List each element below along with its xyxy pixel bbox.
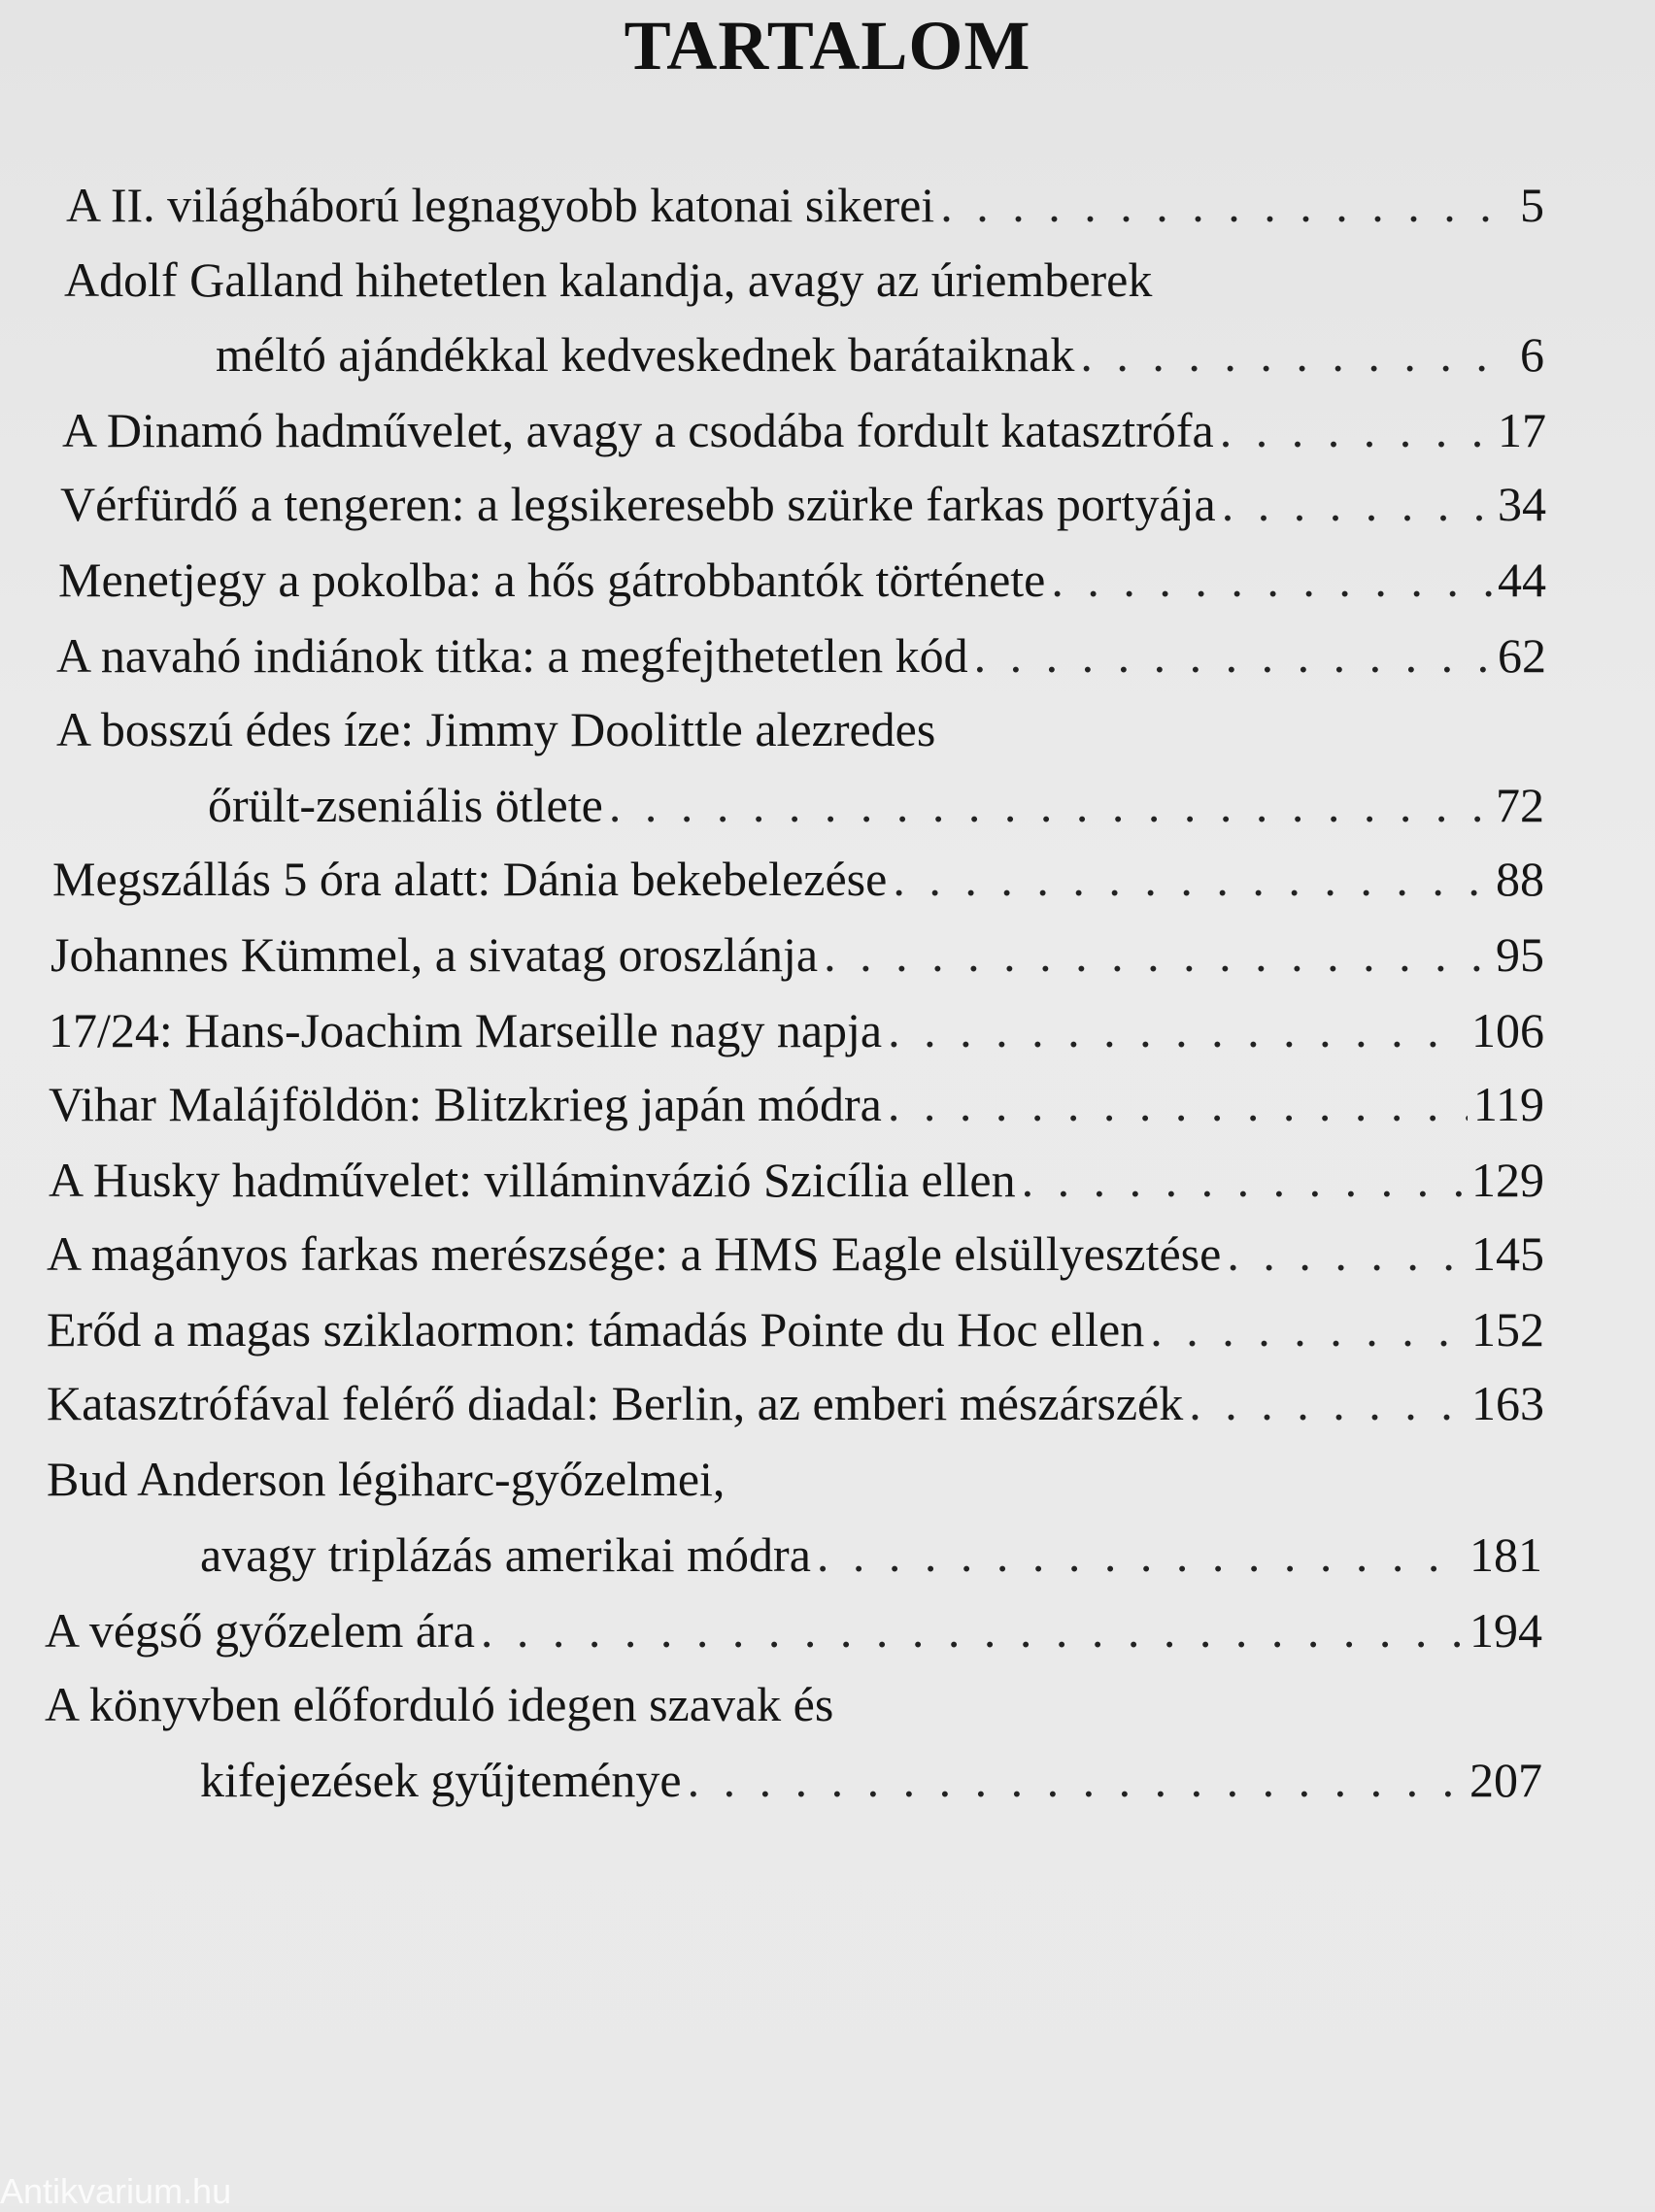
toc-page-number: 181 — [1469, 1527, 1542, 1582]
toc-entry-title: A végső győzelem ára — [45, 1603, 475, 1658]
toc-leader-dots — [893, 849, 1490, 909]
toc-page-number: 95 — [1496, 927, 1544, 982]
toc-leader-dots — [688, 1750, 1464, 1810]
watermark: Antikvarium.hu — [0, 2171, 232, 2211]
toc-page-number: 62 — [1498, 628, 1546, 683]
toc-page-number: 207 — [1469, 1753, 1542, 1807]
toc-entry — [52, 849, 1544, 909]
toc-entry — [49, 1150, 1544, 1210]
toc-entry-title: A Dinamó hadművelet, avagy a csodába fordult katasztrófa — [62, 403, 1214, 457]
toc-page-number: 194 — [1469, 1603, 1542, 1658]
toc-entry-title: Bud Anderson légiharc-győzelmei, — [47, 1452, 726, 1506]
toc-page-number: 145 — [1471, 1226, 1544, 1281]
toc-entry — [49, 1074, 1544, 1134]
toc-entry-title: Vérfürdő a tengeren: a legsikeresebb szürke farkas portyája — [60, 477, 1216, 531]
toc-leader-dots — [481, 1600, 1464, 1660]
toc-entry — [56, 699, 1222, 759]
toc-page-number: 6 — [1520, 327, 1544, 382]
toc-leader-dots — [888, 1000, 1466, 1060]
toc-entry — [45, 1600, 1542, 1660]
toc-page-number: 106 — [1471, 1003, 1544, 1057]
toc-leader-dots — [1220, 400, 1492, 460]
toc-leader-dots — [1222, 474, 1492, 534]
toc-entry — [51, 924, 1544, 985]
toc-entry — [47, 1299, 1544, 1359]
page-title: TARTALOM — [624, 7, 1031, 84]
toc-entry-title: Adolf Galland hihetetlen kalandja, avagy az úriemberek — [64, 252, 1153, 307]
toc-leader-dots — [824, 924, 1490, 985]
toc-page-number: 5 — [1520, 178, 1544, 232]
toc-entry — [47, 1223, 1544, 1284]
toc-entry-title: Menetjegy a pokolba: a hős gátrobbantók története — [58, 553, 1046, 607]
toc-entry-title: Katasztrófával felérő diadal: Berlin, az emberi mészárszék — [47, 1376, 1184, 1430]
toc-leader-dots — [1022, 1150, 1466, 1210]
toc-leader-dots — [1080, 324, 1514, 385]
toc-page-number: 44 — [1498, 553, 1546, 607]
toc-page-number: 129 — [1471, 1153, 1544, 1207]
toc-entry — [47, 1449, 1018, 1509]
toc-entry-continuation — [200, 1750, 1542, 1810]
toc-entry — [45, 1674, 1113, 1734]
toc-page-number: 72 — [1496, 778, 1544, 832]
toc-page-number: 119 — [1472, 1077, 1544, 1131]
toc-page-number: 34 — [1498, 477, 1546, 531]
toc-entry-title: A könyvben előforduló idegen szavak és — [45, 1677, 834, 1731]
toc-leader-dots — [888, 1074, 1468, 1134]
toc-page-number: 163 — [1471, 1376, 1544, 1430]
toc-leader-dots — [817, 1525, 1464, 1585]
toc-entry-title: Megszállás 5 óra alatt: Dánia bekebelezése — [52, 852, 888, 906]
toc-entry-title: 17/24: Hans-Joachim Marseille nagy napja — [49, 1003, 883, 1057]
toc-entry-title: méltó ajándékkal kedveskednek barátaiknak — [216, 327, 1075, 382]
toc-entry-title: Johannes Kümmel, a sivatag oroszlánja — [51, 927, 819, 982]
toc-entry — [56, 625, 1546, 686]
toc-leader-dots — [1189, 1373, 1466, 1433]
toc-entry — [49, 1000, 1544, 1060]
toc-entry-continuation — [216, 324, 1544, 385]
toc-entry-title: A magányos farkas merészsége: a HMS Eagle elsüllyesztése — [47, 1226, 1222, 1281]
toc-entry — [64, 250, 1327, 310]
toc-page-number: 88 — [1496, 852, 1544, 906]
toc-entry — [58, 550, 1546, 610]
toc-page-number: 152 — [1471, 1302, 1544, 1357]
toc-page-number: 17 — [1498, 403, 1546, 457]
toc-leader-dots — [1150, 1299, 1466, 1359]
toc-entry-continuation — [208, 775, 1544, 835]
toc-entry-title: A II. világháború legnagyobb katonai sikerei — [66, 178, 935, 232]
toc-entry-title: Erőd a magas sziklaormon: támadás Pointe du Hoc ellen — [47, 1302, 1145, 1357]
toc-entry-title: Vihar Malájföldön: Blitzkrieg japán módra — [49, 1077, 882, 1131]
toc-entry-title: A navahó indiánok titka: a megfejthetetlen kód — [56, 628, 968, 683]
toc-entry-title: avagy triplázás amerikai módra — [200, 1527, 811, 1582]
toc-entry-title: kifejezések gyűjteménye — [200, 1753, 682, 1807]
toc-leader-dots — [1227, 1223, 1466, 1284]
toc-leader-dots — [1051, 550, 1492, 610]
toc-leader-dots — [609, 775, 1490, 835]
toc-entry — [60, 474, 1546, 534]
toc-entry — [62, 400, 1546, 460]
toc-entry — [47, 1373, 1544, 1433]
toc-entry-title: őrült-zseniális ötlete — [208, 778, 603, 832]
toc-leader-dots — [974, 625, 1492, 686]
toc-entry-continuation — [200, 1525, 1542, 1585]
toc-entry — [66, 175, 1544, 235]
toc-entry-title: A Husky hadművelet: villáminvázió Szicília ellen — [49, 1153, 1016, 1207]
toc-leader-dots — [940, 175, 1514, 235]
toc-entry-title: A bosszú édes íze: Jimmy Doolittle alezredes — [56, 702, 936, 756]
